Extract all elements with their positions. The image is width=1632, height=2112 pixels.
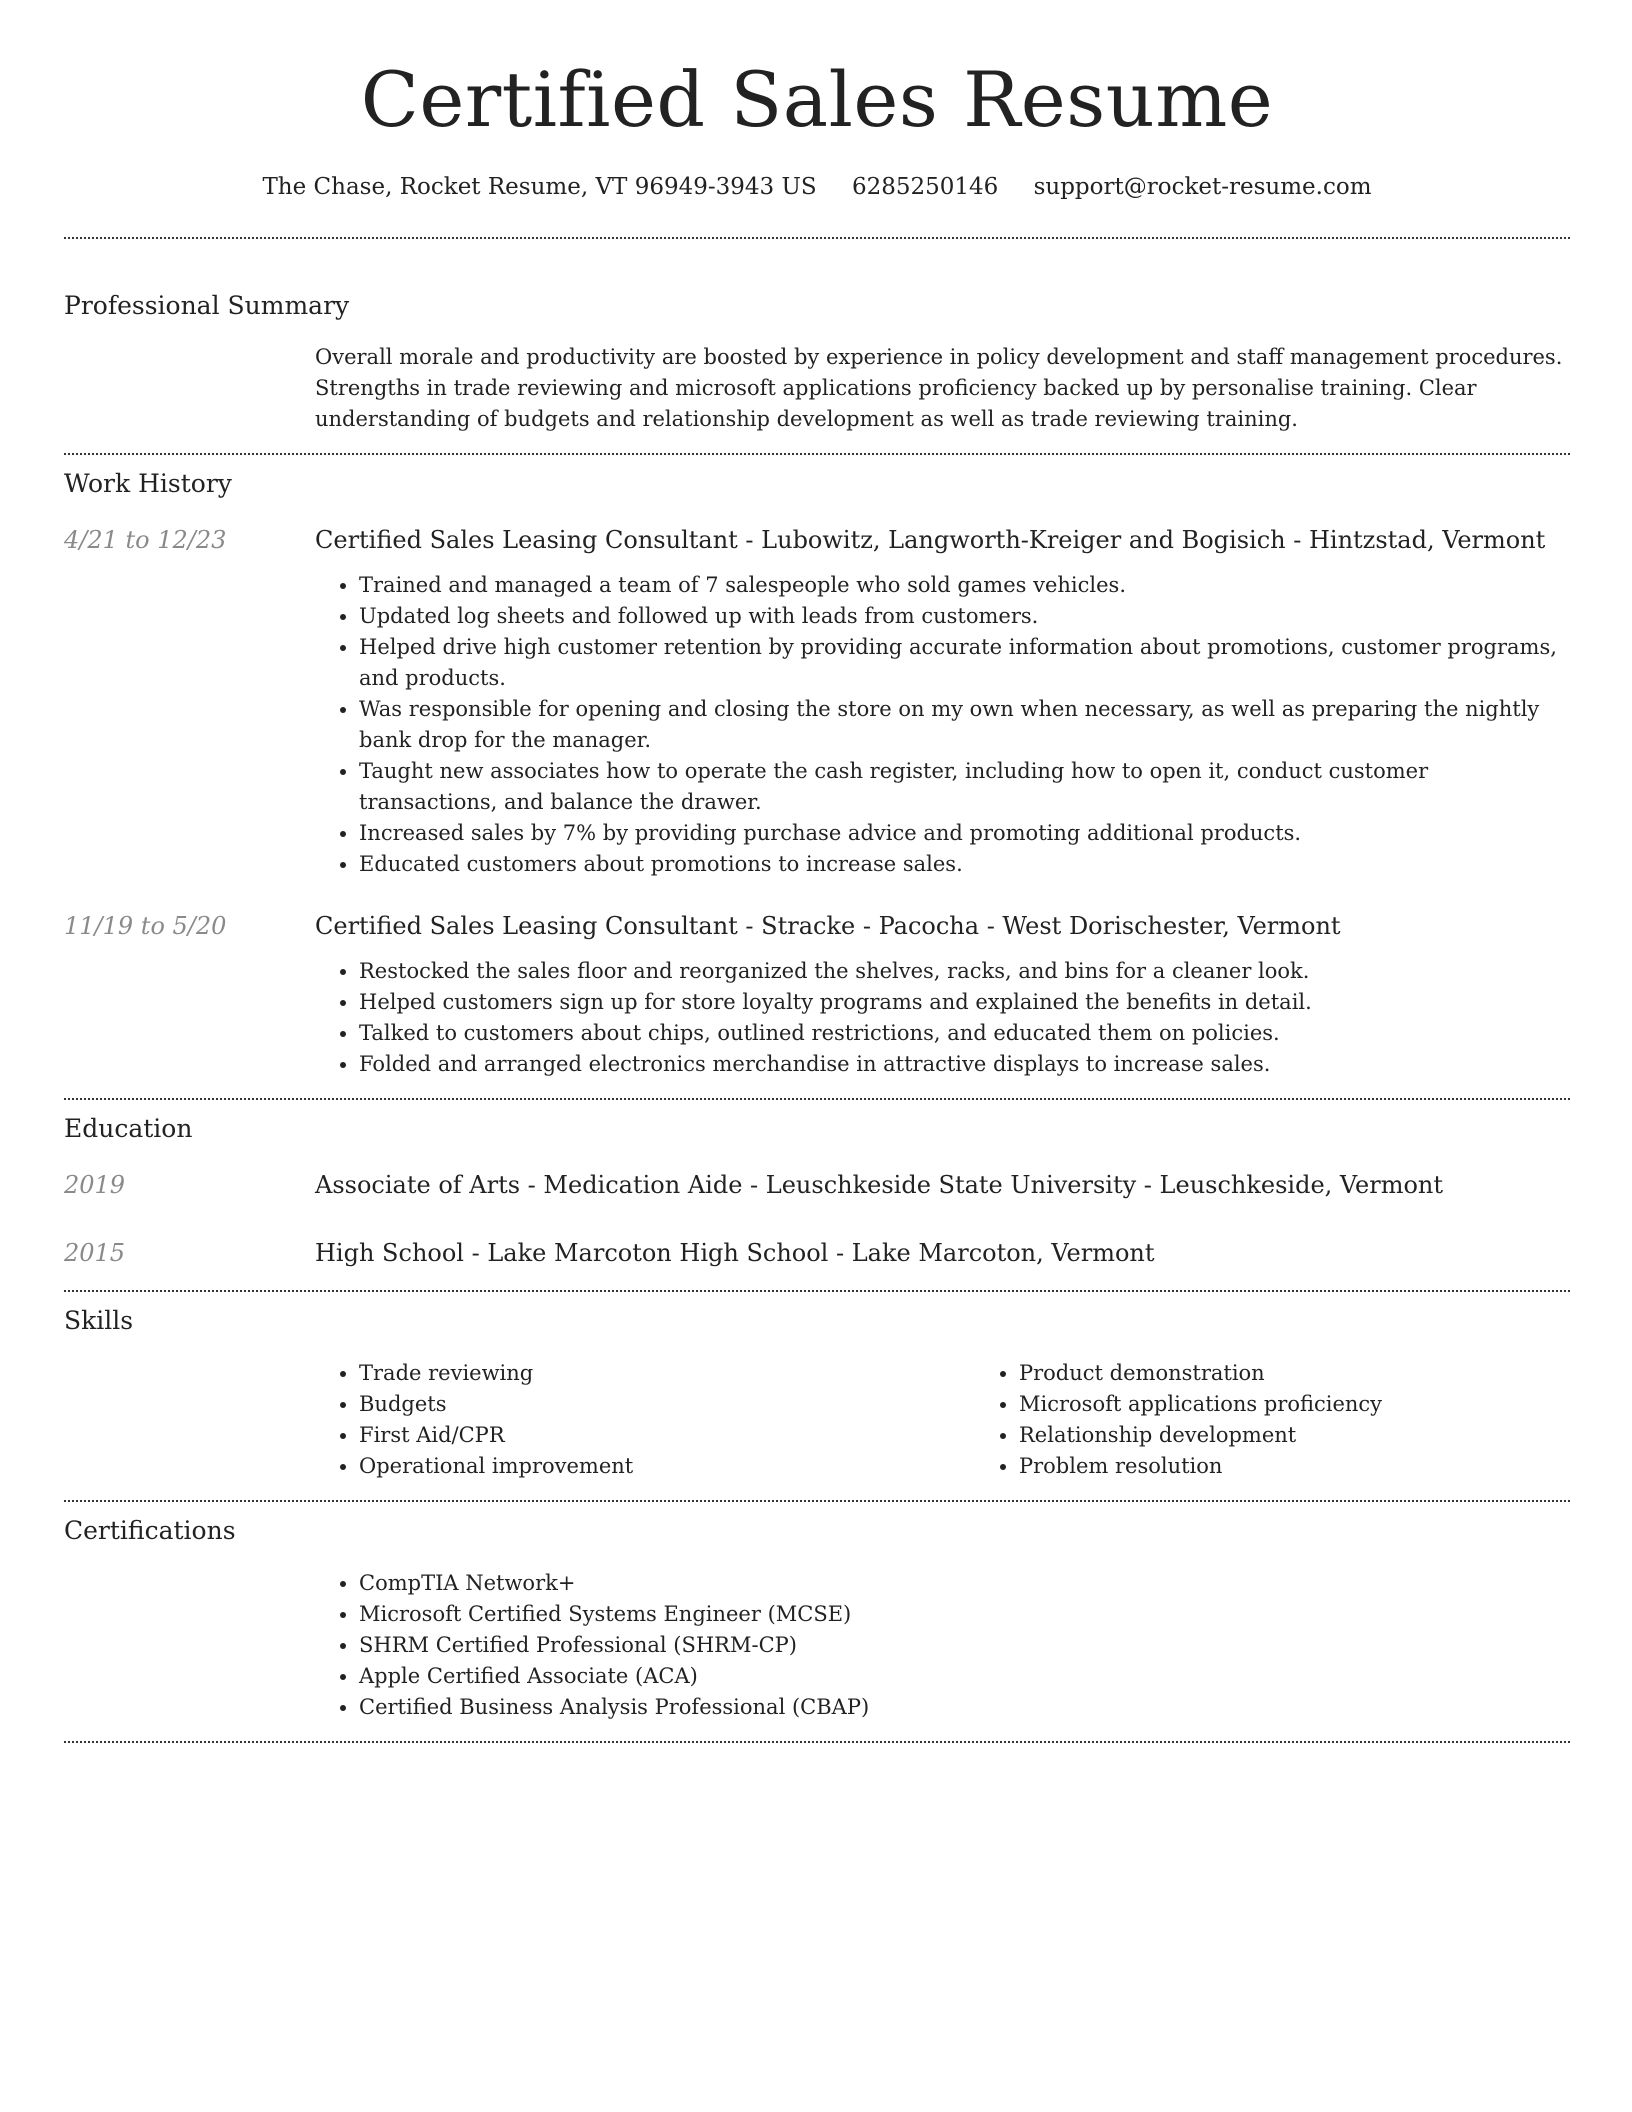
- contact-address: The Chase, Rocket Resume, VT 96949-3943 US: [262, 174, 817, 200]
- job-dates: 11/19 to 5/20: [64, 912, 227, 940]
- section-divider: [64, 1741, 1570, 1743]
- list-item: • Increased sales by 7% by providing purchase advice and promoting additional products.: [359, 818, 1570, 849]
- list-item: • Certified Business Analysis Professional (CBAP): [359, 1692, 1570, 1723]
- education-year: 2019: [64, 1171, 126, 1199]
- job-dates: 4/21 to 12/23: [64, 526, 227, 554]
- education-entry: [64, 1169, 1570, 1201]
- education-year: 2015: [64, 1239, 126, 1267]
- list-item: • Problem resolution: [1019, 1451, 1632, 1482]
- list-item: • CompTIA Network+: [359, 1568, 1570, 1599]
- section-title-education: Education: [64, 1114, 193, 1143]
- summary-text: Overall morale and productivity are boosted by experience in policy development and staff management procedures. Strengths in trade reviewing and microsoft applications proficiency backed up by personalise training. Clear understanding of budgets and relationship development as well as trade reviewing training.: [315, 345, 1563, 431]
- list-item: • First Aid/CPR: [359, 1420, 975, 1451]
- list-item: • Trained and managed a team of 7 salespeople who sold games vehicles.: [359, 570, 1570, 601]
- contact-line: [64, 172, 1570, 202]
- list-item: • Microsoft applications proficiency: [1019, 1389, 1632, 1420]
- resume-page: [64, 0, 1570, 1743]
- list-item: • SHRM Certified Professional (SHRM-CP): [359, 1630, 1570, 1661]
- education-text: Associate of Arts - Medication Aide - Leuschkeside State University - Leuschkeside, Vermont: [315, 1171, 1444, 1199]
- skills-list-col1: [315, 1358, 975, 1482]
- job-bullets: [315, 570, 1570, 880]
- skills-list-col2: [975, 1358, 1632, 1482]
- list-item: • Apple Certified Associate (ACA): [359, 1661, 1570, 1692]
- list-item: • Restocked the sales floor and reorganized the shelves, racks, and bins for a cleaner look.: [359, 956, 1570, 987]
- certifications-section: [64, 1502, 1570, 1723]
- skills-section: [64, 1292, 1570, 1482]
- list-item: • Relationship development: [1019, 1420, 1632, 1451]
- education-section: [64, 1100, 1570, 1269]
- list-item: • Taught new associates how to operate the cash register, including how to open it, conduct customer transactions, and balance the drawer.: [359, 756, 1570, 818]
- list-item: • Updated log sheets and followed up with leads from customers.: [359, 601, 1570, 632]
- list-item: • Was responsible for opening and closing the store on my own when necessary, as well as preparing the nightly bank drop for the manager.: [359, 694, 1570, 756]
- list-item: • Helped customers sign up for store loyalty programs and explained the benefits in detail.: [359, 987, 1570, 1018]
- section-title-work: Work History: [64, 469, 232, 498]
- list-item: • Operational improvement: [359, 1451, 975, 1482]
- list-item: • Budgets: [359, 1389, 975, 1420]
- section-title-certifications: Certifications: [64, 1516, 236, 1545]
- education-entry: [64, 1237, 1570, 1269]
- list-item: • Helped drive high customer retention by providing accurate information about promotions, customer programs, and products.: [359, 632, 1570, 694]
- certifications-list: [315, 1568, 1570, 1723]
- job-entry: [64, 524, 1570, 880]
- summary-section: [64, 239, 1570, 435]
- list-item: • Trade reviewing: [359, 1358, 975, 1389]
- resume-name: Certified Sales Resume: [360, 55, 1274, 144]
- list-item: • Microsoft Certified Systems Engineer (MCSE): [359, 1599, 1570, 1630]
- section-title-summary: Professional Summary: [64, 291, 350, 320]
- section-title-skills: Skills: [64, 1306, 134, 1335]
- list-item: • Product demonstration: [1019, 1358, 1632, 1389]
- job-title: Certified Sales Leasing Consultant - Stracke - Pacocha - West Dorischester, Vermont: [315, 912, 1341, 940]
- work-history-section: [64, 455, 1570, 1080]
- list-item: • Folded and arranged electronics merchandise in attractive displays to increase sales.: [359, 1049, 1570, 1080]
- contact-phone: 6285250146: [851, 174, 999, 200]
- list-item: • Talked to customers about chips, outlined restrictions, and educated them on policies.: [359, 1018, 1570, 1049]
- job-entry: [64, 910, 1570, 1080]
- job-bullets: [315, 956, 1570, 1080]
- list-item: • Educated customers about promotions to increase sales.: [359, 849, 1570, 880]
- contact-email: support@rocket-resume.com: [1033, 174, 1372, 200]
- job-title: Certified Sales Leasing Consultant - Lubowitz, Langworth-Kreiger and Bogisich - Hintzstad, Vermont: [315, 526, 1546, 554]
- education-text: High School - Lake Marcoton High School - Lake Marcoton, Vermont: [315, 1239, 1155, 1267]
